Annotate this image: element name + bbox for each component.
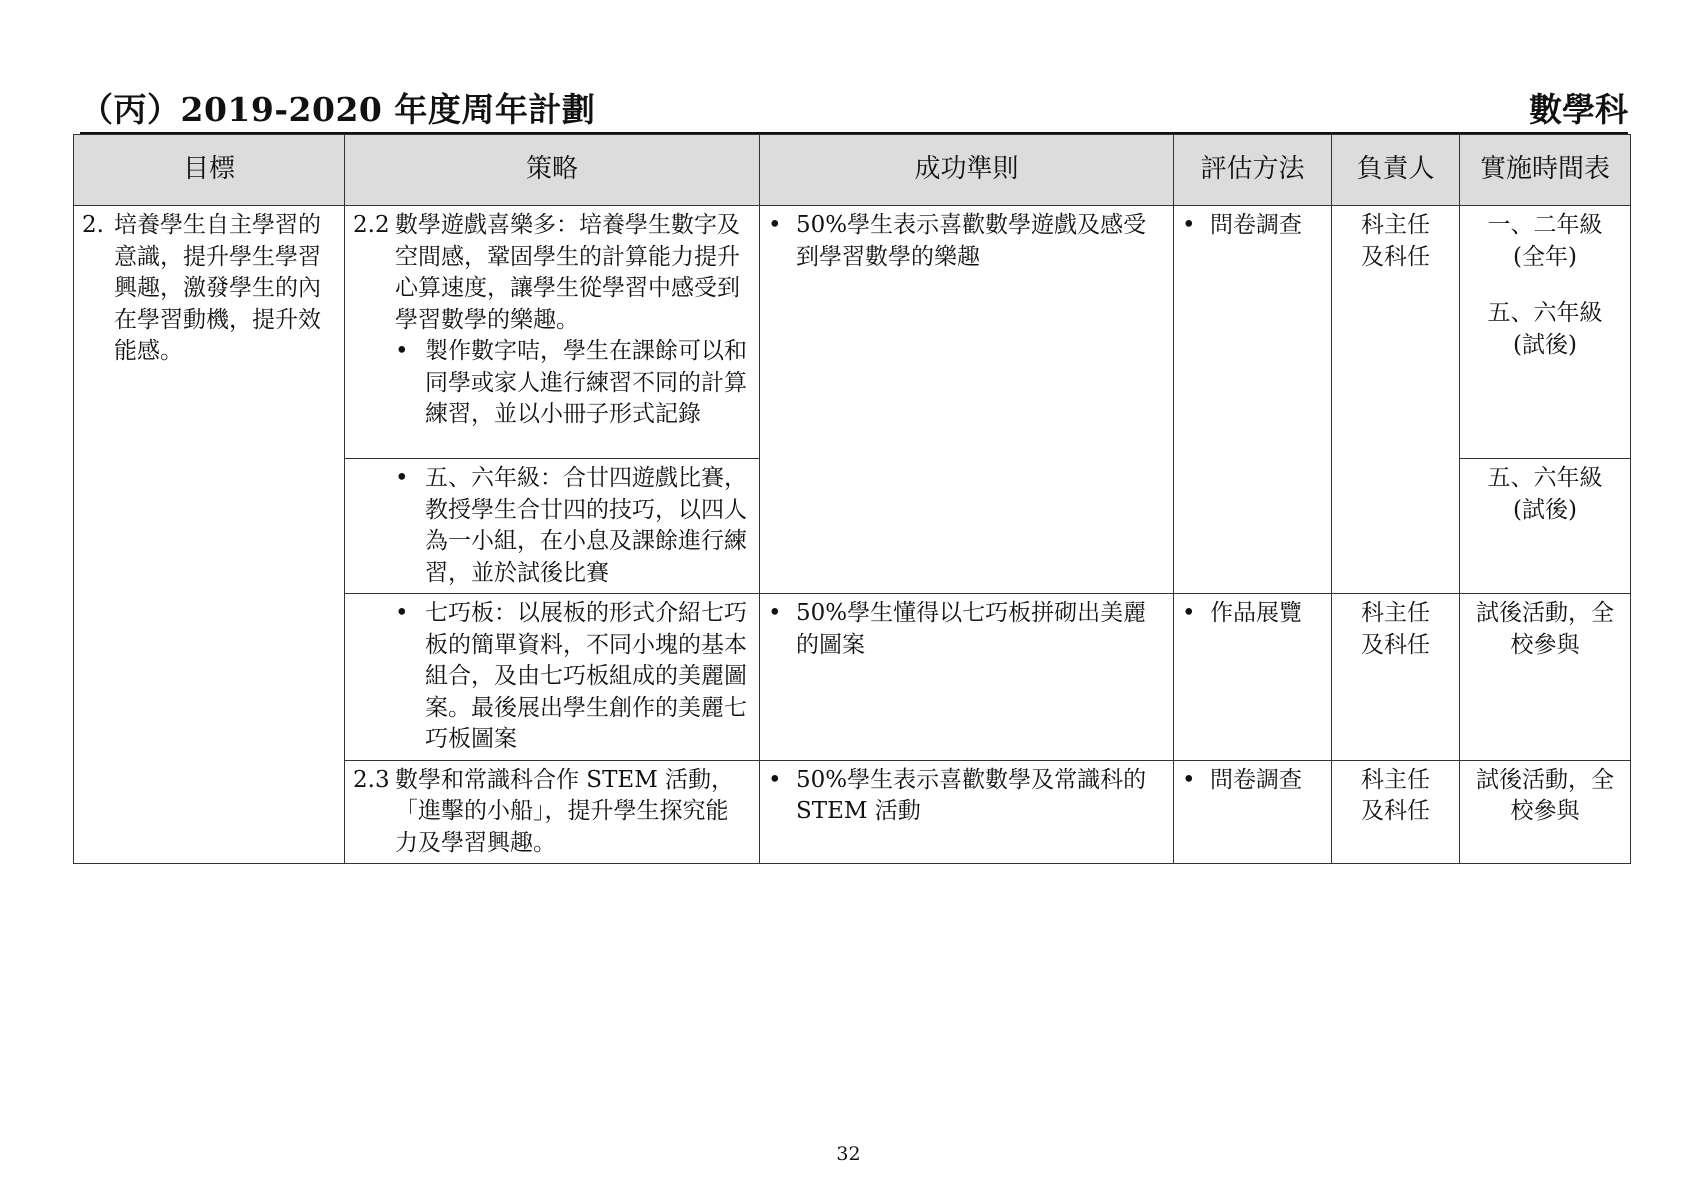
criteria-text: 50%學生懂得以七巧板拼砌出美麗的圖案: [796, 600, 1147, 658]
column-header-responsible: 負責人: [1332, 135, 1460, 206]
strategy-bullet: 製作數字咭，學生在課餘可以和同學或家人進行練習不同的計算練習，並以小冊子形式記錄: [425, 338, 747, 427]
criteria-cell: [760, 760, 1174, 864]
page-number: 32: [836, 1143, 861, 1165]
schedule-cell: [1460, 459, 1631, 594]
table-header-row: [74, 135, 1631, 206]
column-header-schedule: 實施時間表: [1460, 135, 1631, 206]
schedule-cell: [1460, 206, 1631, 459]
criteria-cell: [760, 594, 1174, 761]
strategy-cell: [345, 594, 760, 761]
schedule-text: (試後): [1513, 331, 1577, 358]
schedule-text: 試後活動，全校參與: [1476, 766, 1614, 824]
responsible-cell: [1332, 206, 1460, 594]
criteria-cell: [760, 206, 1174, 594]
criteria-text: 50%學生表示喜歡數學遊戲及感受到學習數學的樂趣: [796, 212, 1147, 270]
schedule-text: 試後活動，全校參與: [1476, 600, 1614, 658]
column-header-success-criteria: 成功準則: [760, 135, 1174, 206]
assessment-text: 作品展覽: [1210, 600, 1302, 626]
responsible-cell: [1332, 594, 1460, 761]
responsible-cell: [1332, 760, 1460, 864]
schedule-text: (試後): [1513, 496, 1577, 523]
strategy-bullet: 七巧板：以展板的形式介紹七巧板的簡單資料，不同小塊的基本組合，及由七巧板組成的美麗圖案。最後展出學生創作的美麗七巧板圖案: [425, 600, 747, 752]
schedule-cell: [1460, 594, 1631, 761]
responsible-text: 科主任及科任: [1361, 600, 1430, 658]
goal-cell: [74, 206, 345, 864]
bullet-icon: •: [395, 600, 409, 626]
strategy-cell: [345, 459, 760, 594]
assessment-cell: [1174, 206, 1332, 594]
page-header: [80, 82, 1628, 135]
document-title: （丙）2019-2020 年度周年計劃: [80, 90, 596, 129]
strategy-number: 2.3: [353, 766, 390, 793]
strategy-text: 數學遊戲喜樂多：培養學生數字及空間感，鞏固學生的計算能力提升心算速度，讓學生從學習中感受到學習數學的樂趣。: [395, 212, 740, 333]
column-header-assessment: 評估方法: [1174, 135, 1332, 206]
criteria-text: 50%學生表示喜歡數學及常識科的 STEM 活動: [796, 766, 1147, 824]
assessment-text: 問卷調查: [1210, 212, 1302, 238]
schedule-text: (全年): [1513, 243, 1577, 270]
annual-plan-table: [73, 134, 1631, 864]
strategy-text: 數學和常識科合作 STEM 活動，「進擊的小船」，提升學生探究能力及學習興趣。: [395, 766, 735, 856]
responsible-text: 科主任及科任: [1361, 212, 1430, 270]
column-header-strategy: 策略: [345, 135, 760, 206]
strategy-number: 2.2: [353, 212, 390, 238]
strategy-cell: [345, 760, 760, 864]
goal-text: 培養學生自主學習的意識，提升學生學習興趣，激發學生的內在學習動機，提升效能感。: [114, 212, 321, 364]
schedule-text: 五、六年級: [1487, 465, 1603, 491]
bullet-icon: •: [395, 338, 409, 364]
bullet-icon: •: [1182, 766, 1196, 793]
bullet-icon: •: [395, 465, 409, 491]
schedule-text: 一、二年級: [1487, 212, 1603, 238]
bullet-icon: •: [768, 600, 782, 626]
responsible-text: 科主任及科任: [1361, 766, 1430, 824]
bullet-icon: •: [768, 766, 782, 793]
schedule-text: 五、六年級: [1487, 300, 1603, 326]
bullet-icon: •: [1182, 600, 1196, 626]
assessment-text: 問卷調查: [1210, 766, 1302, 793]
bullet-icon: •: [1182, 212, 1196, 238]
table-row: [74, 206, 1631, 459]
strategy-cell: [345, 206, 760, 459]
goal-number: 2.: [82, 212, 104, 238]
bullet-icon: •: [768, 212, 782, 238]
column-header-goal: 目標: [74, 135, 345, 206]
subject-name: 數學科: [1529, 90, 1628, 129]
schedule-cell: [1460, 760, 1631, 864]
assessment-cell: [1174, 594, 1332, 761]
strategy-bullet: 五、六年級：合廿四遊戲比賽，教授學生合廿四的技巧，以四人為一小組，在小息及課餘進行練習，並於試後比賽: [425, 465, 747, 586]
assessment-cell: [1174, 760, 1332, 864]
